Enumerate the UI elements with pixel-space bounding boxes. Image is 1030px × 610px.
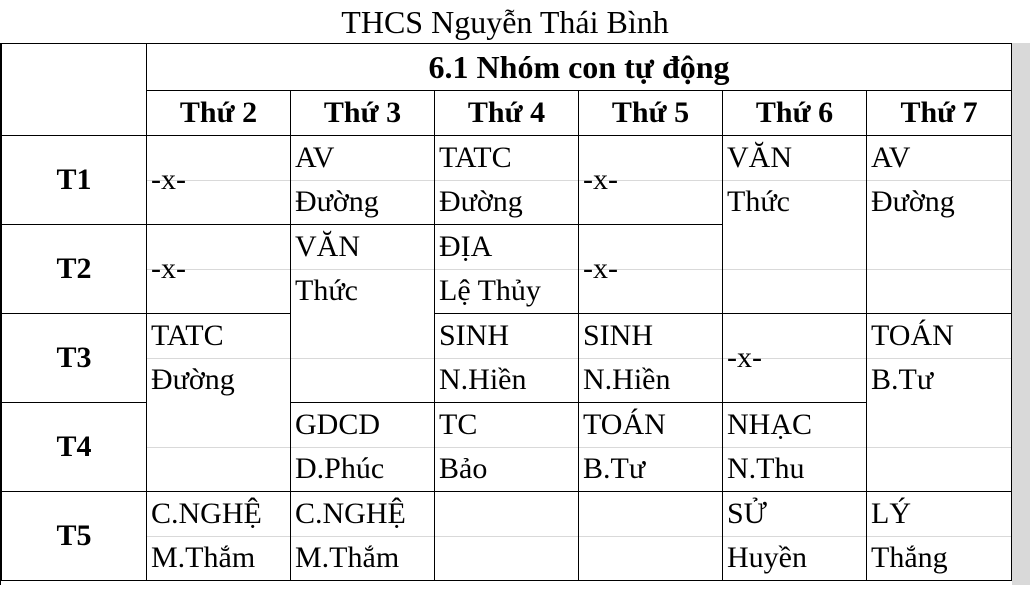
period-label: T1 — [2, 136, 147, 225]
timetable-cell[interactable] — [867, 492, 1012, 581]
day-header: Thứ 3 — [291, 91, 435, 136]
period-label: T2 — [2, 225, 147, 314]
cell-subject: C.NGHỆ — [151, 497, 262, 530]
cell-subject: TATC — [439, 141, 512, 174]
timetable-cell[interactable] — [435, 314, 579, 403]
timetable-grid — [1, 43, 1012, 581]
timetable-cell[interactable] — [579, 492, 723, 581]
cell-subject: AV — [295, 141, 335, 174]
timetable-cell[interactable] — [579, 314, 723, 403]
cell-teacher: Đường — [151, 363, 235, 396]
cell-subject: VĂN — [727, 141, 792, 174]
cell-subject: -x- — [727, 341, 762, 374]
cell-teacher: D.Phúc — [295, 452, 385, 485]
period-row — [2, 403, 1012, 492]
timetable-cell[interactable] — [435, 403, 579, 492]
cell-teacher: B.Tư — [871, 363, 934, 396]
timetable-cell[interactable] — [867, 136, 1012, 225]
timetable-cell[interactable] — [867, 225, 1012, 314]
day-header: Thứ 7 — [867, 91, 1012, 136]
timetable — [0, 43, 1012, 585]
day-header: Thứ 2 — [147, 91, 291, 136]
cell-subject: AV — [871, 141, 911, 174]
cell-teacher: Thắng — [871, 541, 948, 574]
cell-teacher: M.Thắm — [295, 541, 400, 574]
cell-subject: C.NGHỆ — [295, 497, 406, 530]
timetable-cell[interactable] — [291, 492, 435, 581]
timetable-cell[interactable] — [723, 314, 867, 403]
timetable-cell[interactable] — [435, 225, 579, 314]
timetable-cell[interactable] — [147, 403, 291, 492]
timetable-cell[interactable] — [723, 403, 867, 492]
cell-subject: -x- — [583, 163, 618, 196]
cell-teacher: Đường — [295, 185, 379, 218]
timetable-cell[interactable] — [435, 492, 579, 581]
period-label: T4 — [2, 403, 147, 492]
timetable-cell[interactable] — [435, 136, 579, 225]
day-header: Thứ 6 — [723, 91, 867, 136]
corner-cell — [2, 44, 147, 136]
timetable-cell[interactable] — [579, 136, 723, 225]
timetable-cell[interactable] — [867, 403, 1012, 492]
cell-subject: -x- — [151, 163, 186, 196]
period-label: T3 — [2, 314, 147, 403]
timetable-cell[interactable] — [147, 314, 291, 403]
period-row — [2, 492, 1012, 581]
group-label: 6.1 Nhóm con tự động — [147, 44, 1012, 91]
timetable-cell[interactable] — [291, 314, 435, 403]
timetable-cell[interactable] — [579, 403, 723, 492]
sheet-gridlines — [1012, 43, 1030, 585]
cell-teacher: Đường — [871, 185, 955, 218]
cell-teacher: Thức — [295, 274, 358, 307]
cell-teacher: N.Hiền — [583, 363, 671, 396]
timetable-cell[interactable] — [147, 136, 291, 225]
period-row — [2, 225, 1012, 314]
timetable-cell[interactable] — [867, 314, 1012, 403]
cell-subject: TC — [439, 408, 478, 441]
cell-teacher: Bảo — [439, 452, 488, 485]
cell-subject: -x- — [583, 252, 618, 285]
cell-subject: TATC — [151, 319, 224, 352]
day-header: Thứ 5 — [579, 91, 723, 136]
cell-subject: SỬ — [727, 497, 767, 530]
timetable-cell[interactable] — [723, 136, 867, 225]
timetable-cell[interactable] — [579, 225, 723, 314]
cell-teacher: Huyền — [727, 541, 807, 574]
timetable-cell[interactable] — [147, 225, 291, 314]
day-header-row — [2, 91, 1012, 136]
period-row — [2, 136, 1012, 225]
cell-subject: NHẠC — [727, 408, 813, 441]
cell-subject: LÝ — [871, 497, 911, 530]
cell-subject: TOÁN — [871, 319, 954, 352]
cell-teacher: N.Thu — [727, 452, 805, 485]
cell-subject: ĐỊA — [439, 230, 493, 263]
cell-subject: SINH — [583, 319, 654, 352]
period-row — [2, 314, 1012, 403]
timetable-cell[interactable] — [147, 492, 291, 581]
timetable-cell[interactable] — [291, 403, 435, 492]
cell-subject: -x- — [151, 252, 186, 285]
timetable-cell[interactable] — [723, 225, 867, 314]
school-title: THCS Nguyễn Thái Bình — [341, 4, 669, 40]
cell-teacher: N.Hiền — [439, 363, 527, 396]
cell-teacher: Lệ Thủy — [439, 274, 541, 307]
cell-subject: GDCD — [295, 408, 381, 441]
period-label: T5 — [2, 492, 147, 581]
timetable-cell[interactable] — [291, 136, 435, 225]
cell-teacher: Đường — [439, 185, 523, 218]
timetable-cell[interactable] — [723, 492, 867, 581]
timetable-cell[interactable] — [291, 225, 435, 314]
cell-teacher: M.Thắm — [151, 541, 256, 574]
cell-teacher: Thức — [727, 185, 790, 218]
cell-subject: SINH — [439, 319, 510, 352]
cell-teacher: B.Tư — [583, 452, 646, 485]
cell-subject: TOÁN — [583, 408, 666, 441]
cell-subject: VĂN — [295, 230, 360, 263]
day-header: Thứ 4 — [435, 91, 579, 136]
